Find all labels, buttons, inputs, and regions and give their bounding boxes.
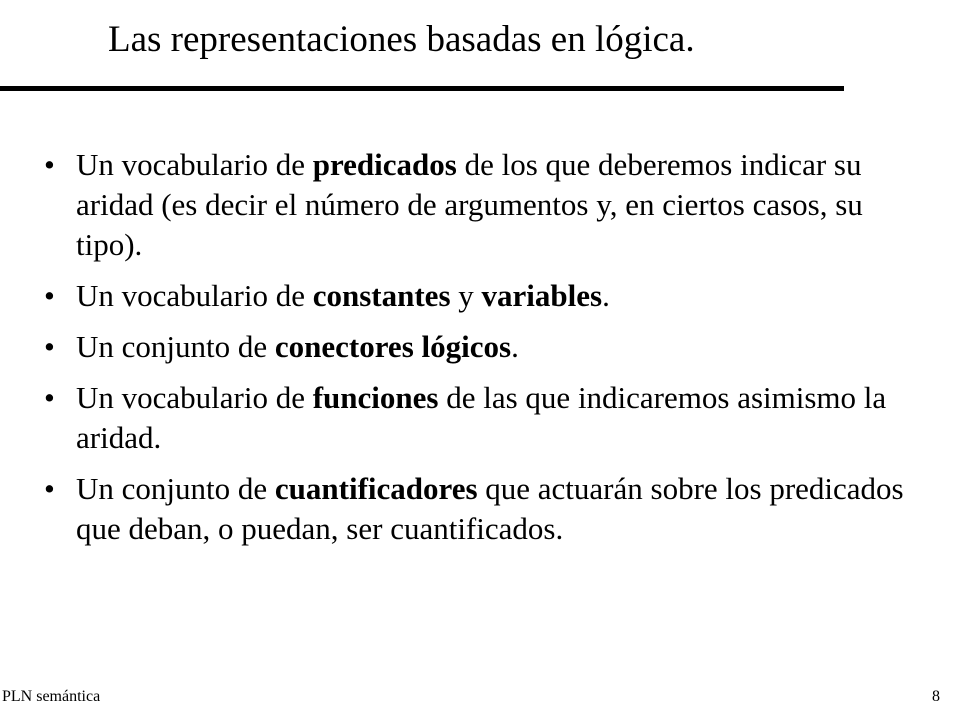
bullet-text: Un vocabulario de — [76, 278, 313, 313]
bullet-text: y — [450, 278, 482, 313]
bullet-text: de las que indicaremos asimismo la aridad. — [76, 380, 887, 455]
bullet-item — [44, 276, 924, 316]
bullet-key-term: conectores lógicos — [274, 329, 512, 364]
bullet-text: Un conjunto de — [76, 329, 275, 364]
bullet-item — [44, 145, 924, 265]
bullet-key-term: funciones — [312, 380, 439, 415]
bullet-key-term: cuantificadores — [274, 471, 478, 506]
footer-course-label: PLN semántica — [2, 688, 101, 705]
bullet-text: . — [602, 278, 610, 313]
bullet-dot: • — [44, 329, 55, 364]
footer-page-number: 8 — [932, 688, 940, 705]
slide-title: Las representaciones basadas en lógica. — [108, 19, 695, 60]
bullet-key-term: constantes — [312, 278, 451, 313]
bullet-dot: • — [44, 278, 55, 313]
bullet-text: que actuarán sobre los predicados que deban, o puedan, ser cuantificados. — [76, 471, 904, 546]
bullet-dot: • — [44, 380, 55, 415]
bullet-text: Un conjunto de — [76, 471, 275, 506]
bullet-item — [44, 327, 924, 367]
bullet-text: Un vocabulario de — [76, 380, 313, 415]
bullet-dot: • — [44, 471, 55, 506]
bullet-list — [44, 145, 924, 560]
title-underline — [0, 86, 844, 91]
bullet-key-term: predicados — [312, 147, 457, 182]
bullet-text: de los que deberemos indicar su aridad (es decir el número de argumentos y, en ciertos casos, su tipo). — [76, 147, 863, 262]
bullet-item — [44, 378, 924, 458]
bullet-key-term: variables — [481, 278, 603, 313]
bullet-item — [44, 469, 924, 549]
bullet-text: . — [511, 329, 519, 364]
bullet-dot: • — [44, 147, 55, 182]
bullet-text: Un vocabulario de — [76, 147, 313, 182]
